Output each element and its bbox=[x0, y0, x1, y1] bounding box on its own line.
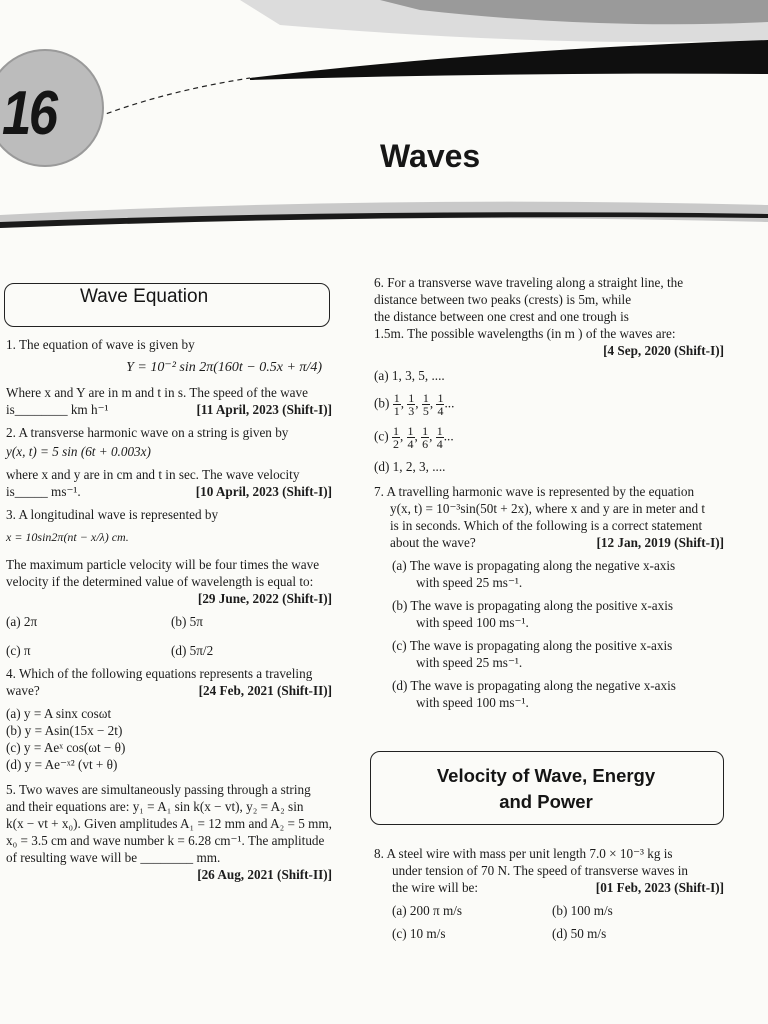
question-text: A transverse harmonic wave on a string is given by bbox=[18, 425, 289, 440]
question-text: is in seconds. Which of the following is a correct statement bbox=[390, 518, 703, 533]
chapter-number: 16 bbox=[2, 79, 56, 148]
question-7 bbox=[374, 483, 724, 711]
question-text: Which of the following equations represents a traveling bbox=[18, 666, 313, 681]
question-description: Where x and Y are in m and t in s. The speed of the wave bbox=[6, 385, 308, 400]
fraction: $\frac{1}{6}$ bbox=[422, 424, 429, 451]
question-number: 5. bbox=[6, 782, 16, 797]
question-text: the distance between one crest and one trough is bbox=[374, 309, 629, 324]
right-column-bottom bbox=[374, 845, 724, 948]
question-text: distance between two peaks (crests) is 5m, while bbox=[374, 292, 632, 307]
exam-tag: [12 Jan, 2019 (Shift-I)] bbox=[596, 535, 724, 550]
answer-blank: is________ km h⁻¹ bbox=[6, 402, 109, 417]
question-number: 3. bbox=[6, 507, 16, 522]
question-description: where x and y are in cm and t in sec. The wave velocity bbox=[6, 467, 300, 482]
exam-tag: [26 Aug, 2021 (Shift-II)] bbox=[197, 867, 332, 882]
question-5 bbox=[6, 781, 332, 883]
header-dashed-curve bbox=[90, 78, 250, 120]
header-decoration bbox=[0, 0, 768, 240]
option-c[interactable]: (c) y = Aeˣ cos(ωt − θ) bbox=[6, 740, 126, 755]
question-text: k(x − vt + x₀). Given amplitudes A₁ = 12 mm and A₂ = 5 mm, bbox=[6, 816, 332, 831]
question-text: A longitudinal wave is represented by bbox=[18, 507, 219, 522]
question-text: A steel wire with mass per unit length 7.0 × 10⁻³ kg is bbox=[386, 846, 673, 861]
option-b[interactable]: (b) $\frac{1}{1}$ , $\frac{1}{3}$ , $\frac{1}{5}$ , $\frac{1}{4}$ ... bbox=[374, 391, 455, 418]
fraction: $\frac{1}{3}$ bbox=[408, 391, 415, 418]
question-text: y(x, t) = 10⁻³sin(50t + 2x), where x and y are in meter and t bbox=[390, 501, 706, 516]
fraction: $\frac{1}{4}$ bbox=[437, 391, 444, 418]
exam-tag: [11 April, 2023 (Shift-I)] bbox=[196, 402, 332, 417]
left-column bbox=[6, 336, 332, 889]
option-b[interactable]: (b) 5π bbox=[171, 614, 203, 629]
question-text: Two waves are simultaneously passing through a string bbox=[18, 782, 311, 797]
option-c[interactable]: (c) The wave is propagating along the positive x-axis with speed 25 ms⁻¹. bbox=[392, 638, 673, 670]
question-4 bbox=[6, 665, 332, 773]
question-description: velocity if the determined value of wavelength is equal to: bbox=[6, 574, 314, 589]
question-8 bbox=[374, 845, 724, 942]
right-column bbox=[374, 274, 724, 717]
option-d[interactable]: (d) 5π/2 bbox=[171, 643, 214, 658]
option-a[interactable]: (a) 1, 3, 5, .... bbox=[374, 368, 445, 383]
chapter-title: Waves bbox=[380, 138, 481, 174]
option-d[interactable]: (d) 1, 2, 3, .... bbox=[374, 459, 446, 474]
option-d[interactable]: (d) The wave is propagating along the negative x-axis with speed 100 ms⁻¹. bbox=[392, 678, 676, 710]
answer-blank: is_____ ms⁻¹. bbox=[6, 484, 81, 499]
exam-tag: [01 Feb, 2023 (Shift-I)] bbox=[595, 880, 724, 895]
option-a[interactable]: (a) 2π bbox=[6, 614, 38, 629]
fraction: $\frac{1}{4}$ bbox=[407, 424, 414, 451]
option-d[interactable]: (d) 50 m/s bbox=[552, 926, 607, 941]
exam-tag: [10 April, 2023 (Shift-I)] bbox=[195, 484, 332, 499]
question-number: 1. bbox=[6, 337, 16, 352]
exam-tag: [29 June, 2022 (Shift-I)] bbox=[197, 591, 332, 606]
question-text: For a transverse wave traveling along a straight line, the bbox=[387, 275, 684, 290]
question-3 bbox=[6, 506, 332, 659]
question-text: of resulting wave will be ________ mm. bbox=[6, 850, 221, 865]
question-text: The equation of wave is given by bbox=[18, 337, 195, 352]
option-a[interactable]: (a) y = A sinx cosωt bbox=[6, 706, 112, 721]
section-title-wave-equation: Wave Equation bbox=[80, 286, 209, 307]
option-label: (b) bbox=[374, 395, 390, 411]
question-number: 7. bbox=[374, 484, 384, 499]
option-a[interactable]: (a) 200 π m/s bbox=[392, 903, 463, 918]
question-text: A travelling harmonic wave is represented by the equation bbox=[386, 484, 695, 499]
fraction: $\frac{1}{5}$ bbox=[422, 391, 429, 418]
question-text: x₀ = 3.5 cm and wave number k = 6.28 cm⁻¹. The amplitude bbox=[6, 833, 325, 848]
question-text: 1.5m. The possible wavelengths (in m ) of the waves are: bbox=[374, 326, 676, 341]
header-swoosh bbox=[250, 40, 768, 80]
question-1 bbox=[6, 336, 332, 418]
exam-tag: [24 Feb, 2021 (Shift-II)] bbox=[198, 683, 332, 698]
question-text: and their equations are: y₁ = A₁ sin k(x − vt), y₂ = A₂ sin bbox=[6, 799, 304, 814]
question-text: the wire will be: bbox=[392, 880, 479, 895]
option-d[interactable]: (d) y = Ae⁻ˣ² (vt + θ) bbox=[6, 757, 118, 772]
question-2 bbox=[6, 424, 332, 500]
question-text-cont: wave? bbox=[6, 683, 40, 698]
option-b[interactable]: (b) y = Asin(15x − 2t) bbox=[6, 723, 123, 738]
question-6 bbox=[374, 274, 724, 475]
option-b[interactable]: (b) 100 m/s bbox=[552, 903, 613, 918]
equation: x = 10sin2π(nt − x/λ) cm. bbox=[6, 530, 129, 544]
option-c[interactable]: (c) π bbox=[6, 643, 31, 658]
equation: y(x, t) = 5 sin (6t + 0.003x) bbox=[6, 444, 151, 459]
question-description: The maximum particle velocity will be four times the wave bbox=[6, 557, 320, 572]
option-c[interactable]: (c) $\frac{1}{2}$ , $\frac{1}{4}$ , $\frac{1}{6}$ , $\frac{1}{4}$ ... bbox=[374, 424, 454, 451]
section-title-velocity-energy: Velocity of Wave, Energy and Power bbox=[436, 765, 656, 812]
question-text: about the wave? bbox=[390, 535, 476, 550]
fraction: $\frac{1}{1}$ bbox=[393, 391, 400, 418]
option-a[interactable]: (a) The wave is propagating along the negative x-axis with speed 25 ms⁻¹. bbox=[392, 558, 676, 590]
question-number: 4. bbox=[6, 666, 16, 681]
exam-tag: [4 Sep, 2020 (Shift-I)] bbox=[603, 343, 724, 358]
question-number: 6. bbox=[374, 275, 384, 290]
question-text: under tension of 70 N. The speed of transverse waves in bbox=[392, 863, 689, 878]
fraction: $\frac{1}{4}$ bbox=[436, 424, 443, 451]
option-label: (c) bbox=[374, 428, 389, 444]
option-b[interactable]: (b) The wave is propagating along the positive x-axis with speed 100 ms⁻¹. bbox=[392, 598, 674, 630]
option-c[interactable]: (c) 10 m/s bbox=[392, 926, 446, 941]
equation: Y = 10⁻² sin 2π(160t − 0.5x + π/4) bbox=[126, 360, 322, 375]
question-number: 2. bbox=[6, 425, 16, 440]
fraction: $\frac{1}{2}$ bbox=[392, 424, 399, 451]
question-number: 8. bbox=[374, 846, 384, 861]
